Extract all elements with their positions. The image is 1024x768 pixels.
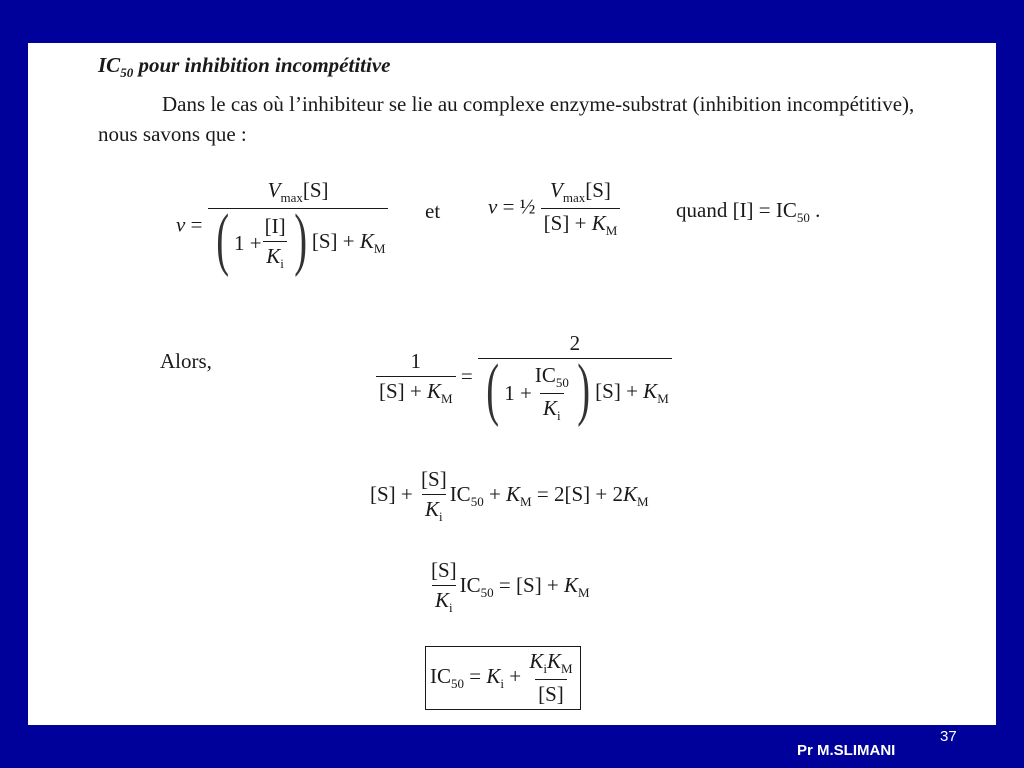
equation-expanded: [S] + $\frac{[S]}{K_i}$ $IC_{50} + K_M = 2[S] + 2K_M$	[370, 467, 649, 524]
condition-text: quand $[I] = IC_{50}$ .	[676, 198, 821, 225]
author-label: Pr M.SLIMANI	[797, 742, 896, 759]
alors-word: Alors,	[160, 349, 212, 373]
page-number: 37	[940, 728, 957, 745]
equation-result-boxed: $IC_{50} = K_i$ + $\frac{K_iK_M}{[S]}$	[425, 646, 581, 710]
equation-equality: $\frac{1}{[S] + K_M}$ = 2 ( 1 + $\frac{IC_{50}}{K_i}$ ) $[S] + K_M$	[376, 331, 672, 425]
section-heading: $IC_{50}$ pour inhibition incompétitive	[98, 53, 391, 81]
slide-content-panel	[28, 43, 996, 725]
equation-half-velocity: v = ½ $\frac{V_{max}[S]}{[S] + K_M}$	[488, 178, 620, 239]
intro-paragraph: Dans le cas où l’inhibiteur se lie au complexe enzyme-substrat (inhibition incompétitive), nous savons que :	[98, 92, 915, 146]
equation-velocity-inhibited: v = $V_{max}[S]$ ( 1 + $\frac{[I]}{K_i}$ ) $[S] + K_M$	[176, 178, 388, 275]
et-word: et	[425, 199, 441, 223]
equation-simplified: $\frac{[S]}{K_i}$ $IC_{50} = [S] + K_M$	[431, 558, 590, 615]
